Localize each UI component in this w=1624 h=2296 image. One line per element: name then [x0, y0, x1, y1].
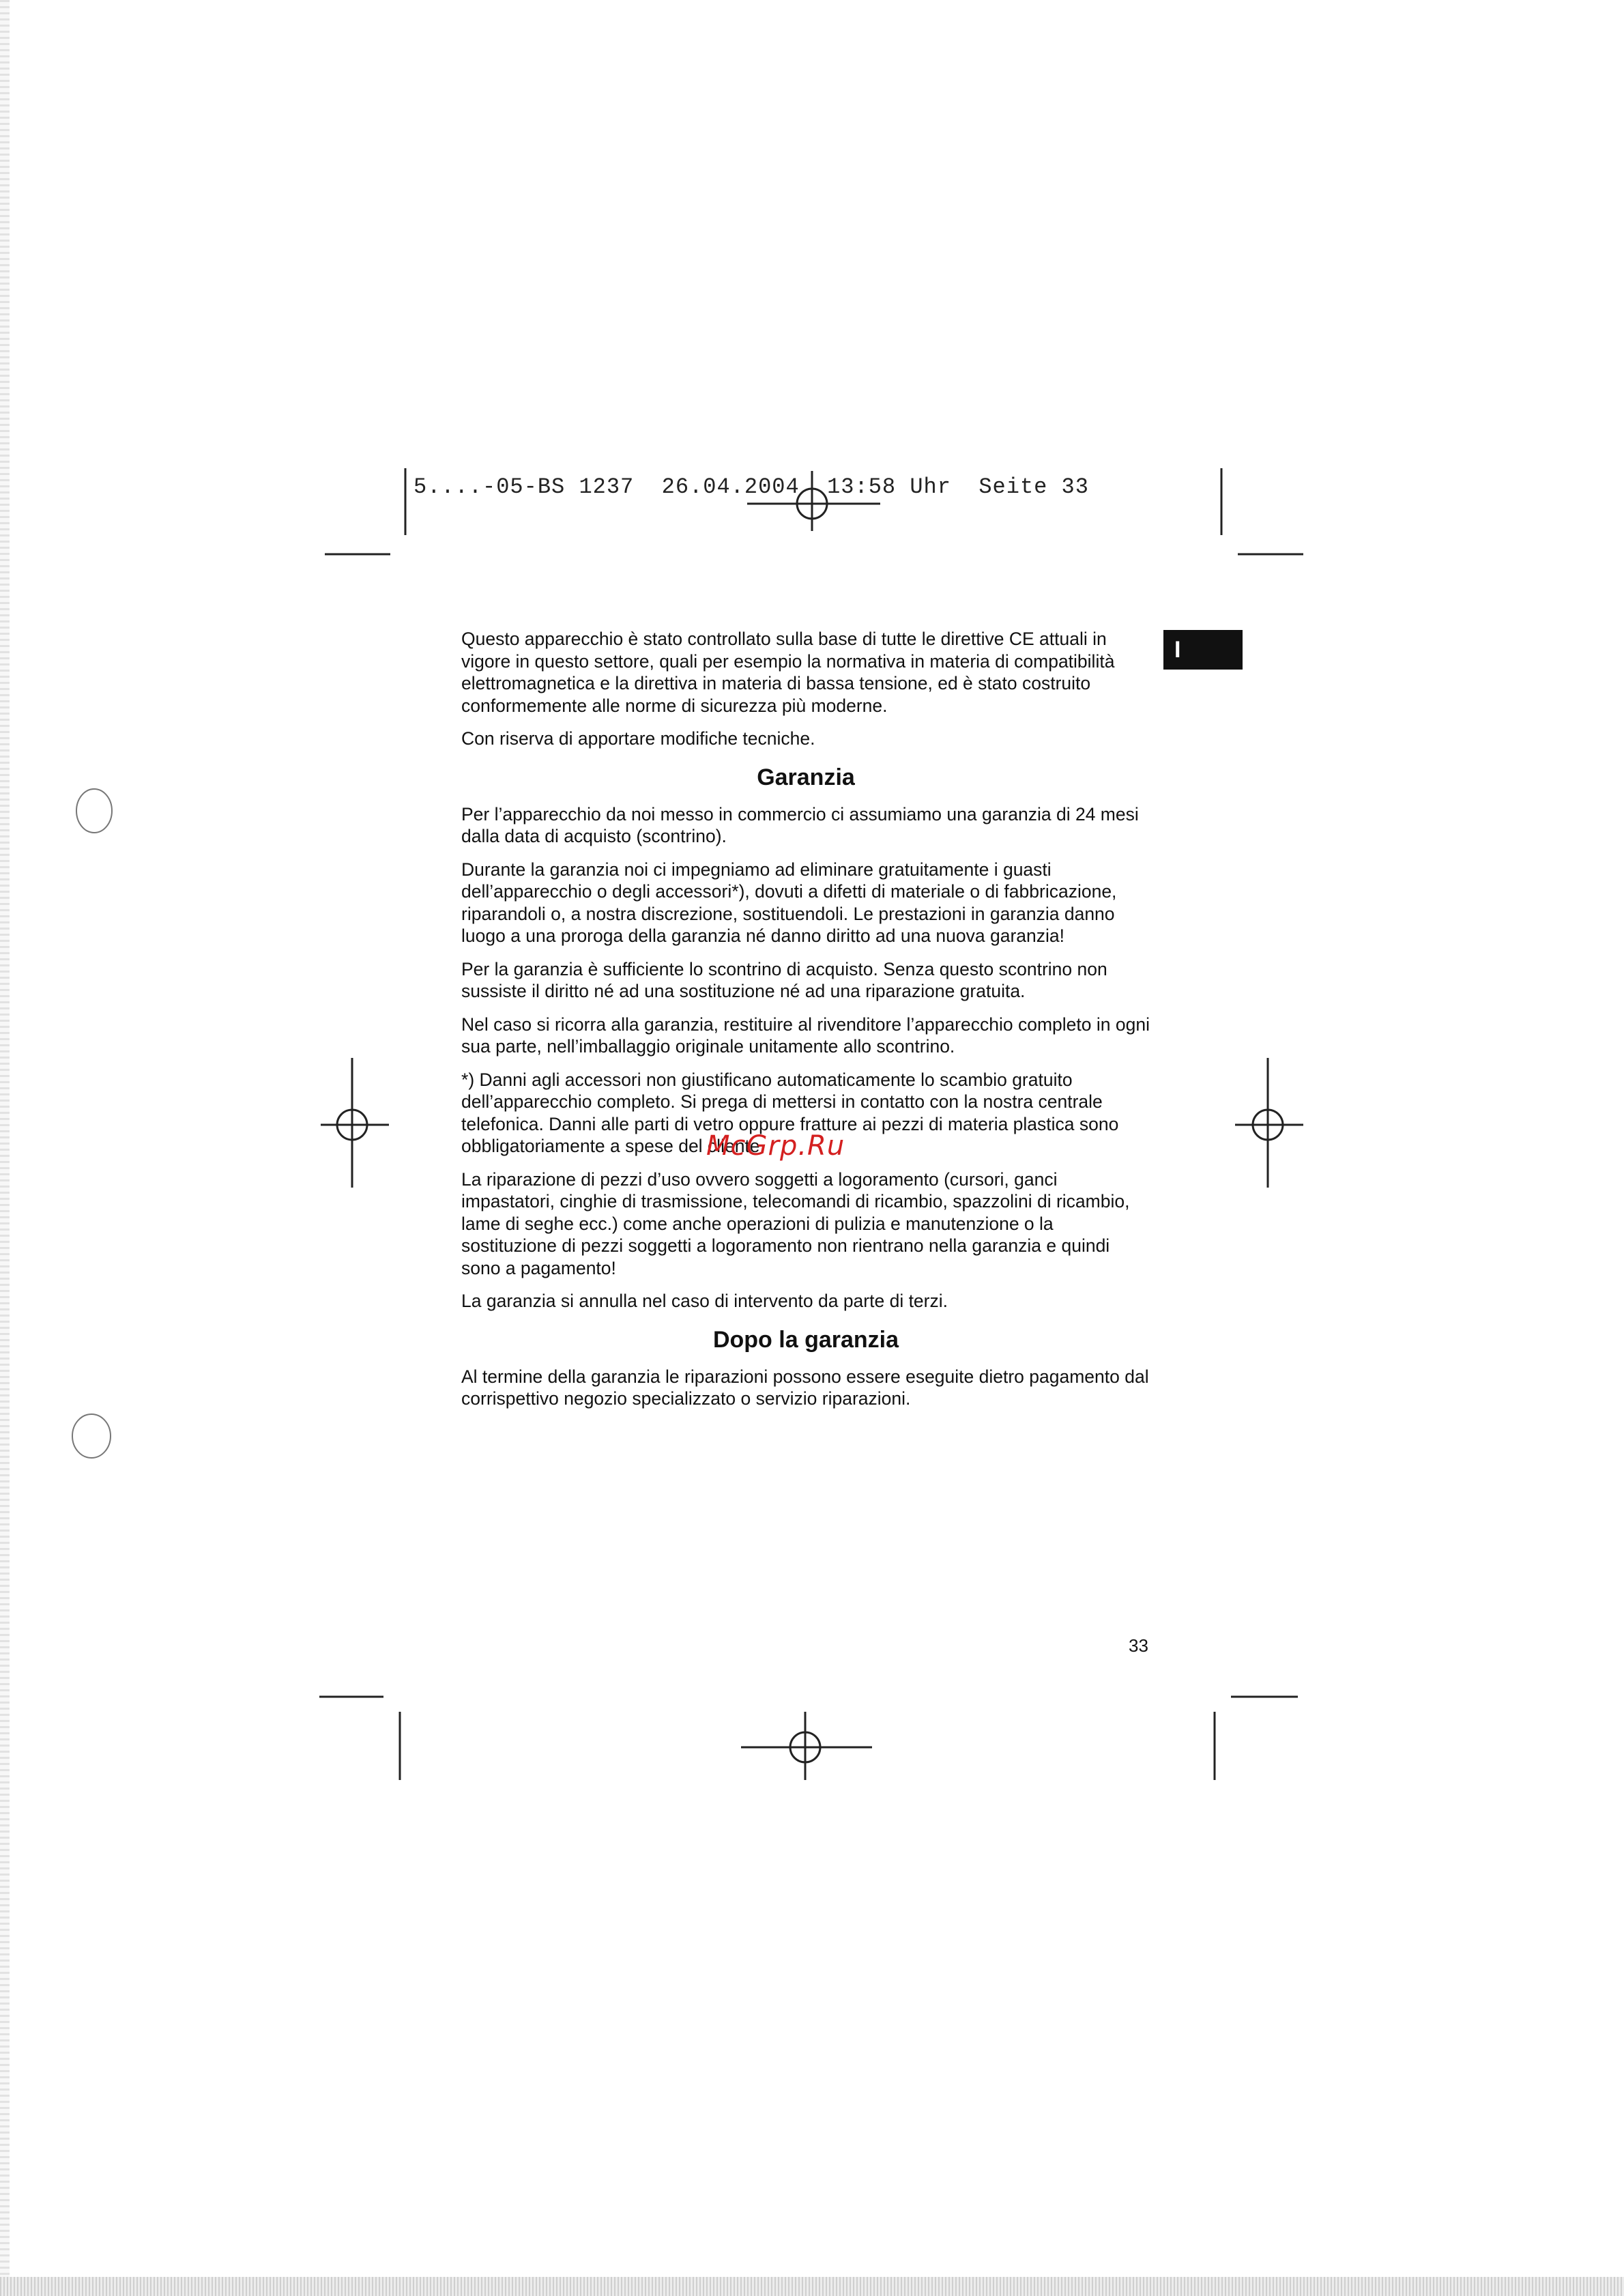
language-tab-marker: I: [1163, 630, 1243, 670]
main-content: [461, 628, 1150, 1421]
intro-paragraph: Con riserva di apportare modifiche tecniche.: [461, 728, 815, 749]
after-warranty-heading: Dopo la garanzia: [712, 1326, 899, 1353]
watermark-link[interactable]: McGrp.Ru: [706, 1130, 845, 1162]
warranty-paragraph: Nel caso si ricorra alla garanzia, restituire al rivenditore l’apparecchio completo in ogni sua parte, nell’imballaggio originale unitamente allo scontrino.: [461, 1014, 1150, 1057]
warranty-paragraph: La garanzia si annulla nel caso di intervento da parte di terzi.: [461, 1291, 948, 1311]
after-warranty-section: [461, 1326, 1150, 1410]
punch-hole-lower: [72, 1414, 111, 1458]
print-slug: 5....-05-BS 1237 26.04.2004 13:58 Uhr Seite 33: [414, 474, 1089, 500]
warranty-heading: Garanzia: [757, 764, 855, 790]
warranty-section: [461, 764, 1150, 1312]
after-warranty-paragraph: Al termine della garanzia le riparazioni possono essere eseguite dietro pagamento dal corrispettivo negozio specializzato o servizio riparazioni.: [461, 1366, 1149, 1409]
intro-section: [461, 628, 1150, 750]
warranty-paragraph: Per la garanzia è sufficiente lo scontrino di acquisto. Senza questo scontrino non sussiste il diritto né ad una sostituzione né ad una riparazione gratuita.: [461, 958, 1107, 1001]
warranty-paragraph: Per l’apparecchio da noi messo in commercio ci assumiamo una garanzia di 24 mesi dalla data di acquisto (scontrino).: [461, 803, 1139, 846]
intro-paragraph: Questo apparecchio è stato controllato sulla base di tutte le direttive CE attuali in vigore in questo settore, quali per esempio la normativa in materia di compatibilità elettromagnetica e la direttiva in materia di bassa tensione, ed è stato costruito conformemente alle norme di sicurezza più moderne.: [461, 629, 1115, 716]
warranty-paragraph: La riparazione di pezzi d’uso ovvero soggetti a logoramento (cursori, ganci impastatori, cinghie di trasmissione, telecomandi di ricambio, spazzolini di ricambio, lame di seghe ecc.) come anche operazioni di pulizia e manutenzione o la sostituzione di pezzi soggetti a logoramento non rientrano nella garanzia e quindi sono a pagamento!: [461, 1168, 1130, 1278]
warranty-footnote: *) Danni agli accessori non giustificano automaticamente lo scambio gratuito dell’apparecchio completo. Si prega di mettersi in contatto con la nostra centrale telefonica. Danni alle parti di vetro oppure fratture ai pezzi di materia plastica sono obbligatoriamente a spese del cliente.: [461, 1069, 1119, 1156]
page-number: 33: [1129, 1635, 1148, 1656]
warranty-paragraph: Durante la garanzia noi ci impegniamo ad eliminare gratuitamente i guasti dell’apparecchio o degli accessori*), dovuti a difetti di materiale o di fabbricazione, riparandoli o, a nostra discrezione, sostituendoli. Le prestazioni in garanzia danno luogo a una proroga della garanzia né danno diritto ad una nuova garanzia!: [461, 859, 1117, 946]
scan-noise-bar: [0, 2277, 1624, 2296]
punch-hole-upper: [76, 789, 112, 833]
